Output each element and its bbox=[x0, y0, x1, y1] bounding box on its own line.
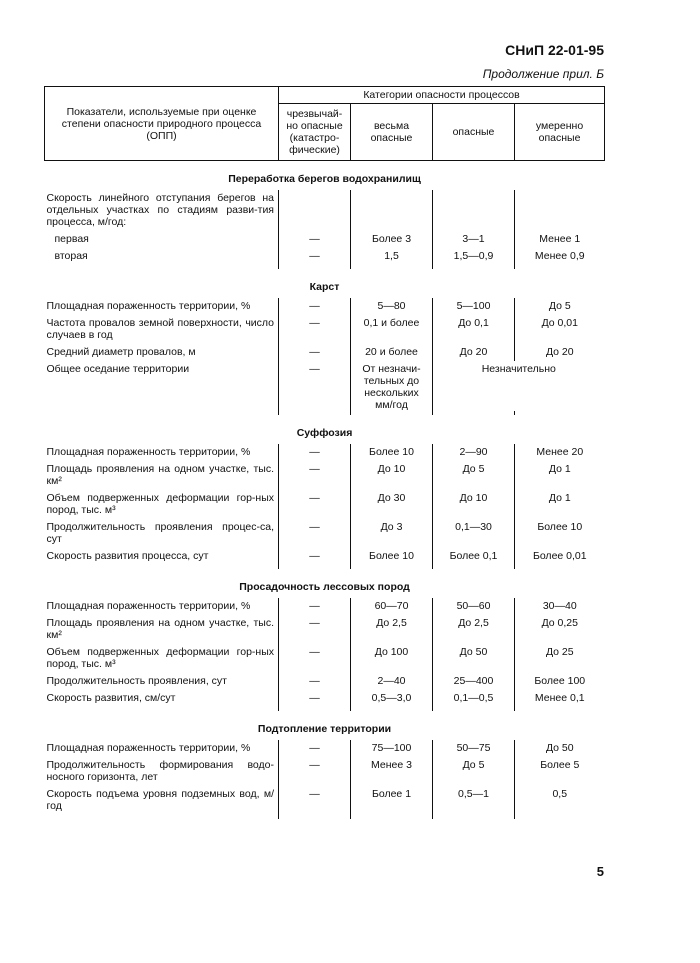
value-cell: — bbox=[279, 786, 351, 815]
table-row bbox=[45, 344, 605, 361]
indicator-label: Площадь проявления на одном участке, тыс. км² bbox=[46, 617, 274, 641]
column-header-extreme: чрезвычай-но опасные (катастро-фические) bbox=[279, 104, 351, 161]
section-title: Переработка берегов водохранилищ bbox=[228, 173, 421, 185]
value-cell: 60—70 bbox=[351, 598, 433, 615]
table-row bbox=[45, 361, 605, 411]
value-cell: — bbox=[279, 298, 351, 315]
table-row bbox=[45, 248, 605, 265]
value-cell: 0,5—3,0 bbox=[351, 690, 433, 707]
value-cell: — bbox=[279, 644, 351, 673]
value-cell: Менее 3 bbox=[351, 757, 433, 786]
value-cell: До 50 bbox=[433, 644, 515, 673]
table-row bbox=[45, 786, 605, 815]
indicator-label: Площадная пораженность территории, % bbox=[46, 742, 251, 754]
categories-header: Категории опасности процессов bbox=[279, 87, 605, 104]
value-cell: Более 0,01 bbox=[515, 548, 605, 565]
value-cell: 5—100 bbox=[433, 298, 515, 315]
value-cell: 50—75 bbox=[433, 740, 515, 757]
table-row bbox=[45, 615, 605, 644]
table-row bbox=[45, 690, 605, 707]
value-cell: — bbox=[279, 757, 351, 786]
value-cell: — bbox=[279, 690, 351, 707]
section-title: Подтопление территории bbox=[257, 723, 392, 735]
indicator-label: вторая bbox=[54, 250, 88, 262]
section-row bbox=[45, 569, 605, 598]
page-number: 5 bbox=[596, 864, 604, 879]
indicator-label: Объем подверженных деформации гор-ных пород, тыс. м³ bbox=[46, 646, 274, 670]
section-row bbox=[45, 415, 605, 444]
table-row bbox=[45, 461, 605, 490]
value-cell: До 5 bbox=[515, 298, 605, 315]
value-cell: До 1 bbox=[515, 461, 605, 490]
indicator-label: Площадь проявления на одном участке, тыс. км² bbox=[46, 463, 274, 487]
column-header-moderate: умеренно опасные bbox=[515, 104, 605, 161]
value-cell: До 20 bbox=[515, 344, 605, 361]
indicator-label: Скорость развития процесса, сут bbox=[46, 550, 209, 562]
indicator-label: Продолжительность формирования водо-носного горизонта, лет bbox=[46, 759, 274, 783]
section-spacer bbox=[45, 815, 605, 819]
indicator-label: Скорость подъема уровня подземных вод, м/год bbox=[46, 788, 274, 812]
table-row bbox=[45, 315, 605, 344]
value-cell: 2—90 bbox=[433, 444, 515, 461]
value-cell: — bbox=[279, 598, 351, 615]
value-cell: — bbox=[279, 490, 351, 519]
section-row bbox=[45, 711, 605, 740]
value-cell: 2—40 bbox=[351, 673, 433, 690]
value-cell: 0,5 bbox=[515, 786, 605, 815]
value-cell: До 100 bbox=[351, 644, 433, 673]
indicator-label: Площадная пораженность территории, % bbox=[46, 446, 251, 458]
value-cell: До 0,25 bbox=[515, 615, 605, 644]
value-cell: 0,1 и более bbox=[351, 315, 433, 344]
value-cell: 0,5—1 bbox=[433, 786, 515, 815]
indicator-label: Площадная пораженность территории, % bbox=[46, 300, 251, 312]
table-row bbox=[45, 231, 605, 248]
value-cell: Более 100 bbox=[515, 673, 605, 690]
indicator-label: Средний диаметр провалов, м bbox=[46, 346, 196, 358]
indicator-label: Продолжительность проявления процес-са, сут bbox=[46, 521, 274, 545]
value-cell: Более 10 bbox=[351, 548, 433, 565]
document-code: СНиП 22-01-95 bbox=[505, 42, 604, 58]
value-cell: Более 5 bbox=[515, 757, 605, 786]
value-cell: До 25 bbox=[515, 644, 605, 673]
table-row bbox=[45, 190, 605, 231]
indicator-label: Общее оседание территории bbox=[46, 363, 190, 375]
table-row bbox=[45, 548, 605, 565]
value-cell: Более 10 bbox=[515, 519, 605, 548]
table-body bbox=[45, 161, 605, 820]
table-row bbox=[45, 740, 605, 757]
value-cell: 75—100 bbox=[351, 740, 433, 757]
value-cell: — bbox=[279, 361, 351, 411]
section-title: Просадочность лессовых пород bbox=[239, 581, 410, 593]
value-cell: До 50 bbox=[515, 740, 605, 757]
value-cell: 25—400 bbox=[433, 673, 515, 690]
value-cell bbox=[433, 190, 515, 231]
value-cell: 3—1 bbox=[433, 231, 515, 248]
indicator-label: первая bbox=[54, 233, 89, 245]
indicator-label: Продолжительность проявления, сут bbox=[46, 675, 227, 687]
value-cell: Менее 1 bbox=[515, 231, 605, 248]
value-cell: 1,5—0,9 bbox=[433, 248, 515, 265]
section-row bbox=[45, 269, 605, 298]
value-cell: До 30 bbox=[351, 490, 433, 519]
table-row bbox=[45, 490, 605, 519]
indicator-label: Скорость развития, см/сут bbox=[46, 692, 176, 704]
table-row bbox=[45, 444, 605, 461]
indicator-label: Объем подверженных деформации гор-ных пород, тыс. м³ bbox=[46, 492, 274, 516]
section-title: Суффозия bbox=[296, 427, 353, 439]
section-title: Карст bbox=[309, 281, 340, 293]
hazard-categories-table bbox=[44, 86, 605, 819]
indicator-label: Частота провалов земной поверхности, число случаев в год bbox=[46, 317, 274, 341]
indicator-label: Скорость линейного отступания берегов на отдельных участках по стадиям разви-тия процесса, м/год: bbox=[46, 192, 274, 228]
value-cell: Более 10 bbox=[351, 444, 433, 461]
table-row bbox=[45, 598, 605, 615]
value-cell bbox=[515, 190, 605, 231]
table-row bbox=[45, 644, 605, 673]
value-cell: До 2,5 bbox=[433, 615, 515, 644]
value-cell: Незначительно bbox=[433, 361, 605, 411]
table-row bbox=[45, 519, 605, 548]
value-cell: 1,5 bbox=[351, 248, 433, 265]
value-cell: До 5 bbox=[433, 757, 515, 786]
value-cell: — bbox=[279, 615, 351, 644]
value-cell: — bbox=[279, 344, 351, 361]
indicator-header: Показатели, используемые при оценке степени опасности природного процесса (ОПП) bbox=[45, 87, 279, 161]
table-row bbox=[45, 298, 605, 315]
value-cell: До 2,5 bbox=[351, 615, 433, 644]
table-row bbox=[45, 757, 605, 786]
value-cell: Менее 20 bbox=[515, 444, 605, 461]
value-cell: — bbox=[279, 548, 351, 565]
value-cell bbox=[351, 190, 433, 231]
value-cell: — bbox=[279, 315, 351, 344]
value-cell: — bbox=[279, 248, 351, 265]
value-cell: — bbox=[279, 444, 351, 461]
table-row bbox=[45, 673, 605, 690]
value-cell: До 5 bbox=[433, 461, 515, 490]
value-cell: От незначи-тельных до нескольких мм/год bbox=[351, 361, 433, 411]
value-cell: — bbox=[279, 461, 351, 490]
value-cell: Менее 0,1 bbox=[515, 690, 605, 707]
value-cell: Более 0,1 bbox=[433, 548, 515, 565]
value-cell: 0,1—30 bbox=[433, 519, 515, 548]
value-cell: 30—40 bbox=[515, 598, 605, 615]
column-header-dangerous: опасные bbox=[433, 104, 515, 161]
value-cell: 0,1—0,5 bbox=[433, 690, 515, 707]
value-cell: — bbox=[279, 519, 351, 548]
value-cell: До 10 bbox=[433, 490, 515, 519]
value-cell: До 20 bbox=[433, 344, 515, 361]
value-cell: Более 1 bbox=[351, 786, 433, 815]
value-cell: Более 3 bbox=[351, 231, 433, 248]
section-row bbox=[45, 161, 605, 191]
value-cell: 5—80 bbox=[351, 298, 433, 315]
value-cell bbox=[279, 190, 351, 231]
value-cell: — bbox=[279, 673, 351, 690]
value-cell: До 10 bbox=[351, 461, 433, 490]
value-cell: — bbox=[279, 231, 351, 248]
value-cell: До 1 bbox=[515, 490, 605, 519]
value-cell: 20 и более bbox=[351, 344, 433, 361]
value-cell: Менее 0,9 bbox=[515, 248, 605, 265]
value-cell: До 0,01 bbox=[515, 315, 605, 344]
value-cell: — bbox=[279, 740, 351, 757]
continuation-note: Продолжение прил. Б bbox=[482, 67, 604, 81]
value-cell: До 3 bbox=[351, 519, 433, 548]
column-header-very-dangerous: весьма опасные bbox=[351, 104, 433, 161]
value-cell: До 0,1 bbox=[433, 315, 515, 344]
value-cell: 50—60 bbox=[433, 598, 515, 615]
indicator-label: Площадная пораженность территории, % bbox=[46, 600, 251, 612]
